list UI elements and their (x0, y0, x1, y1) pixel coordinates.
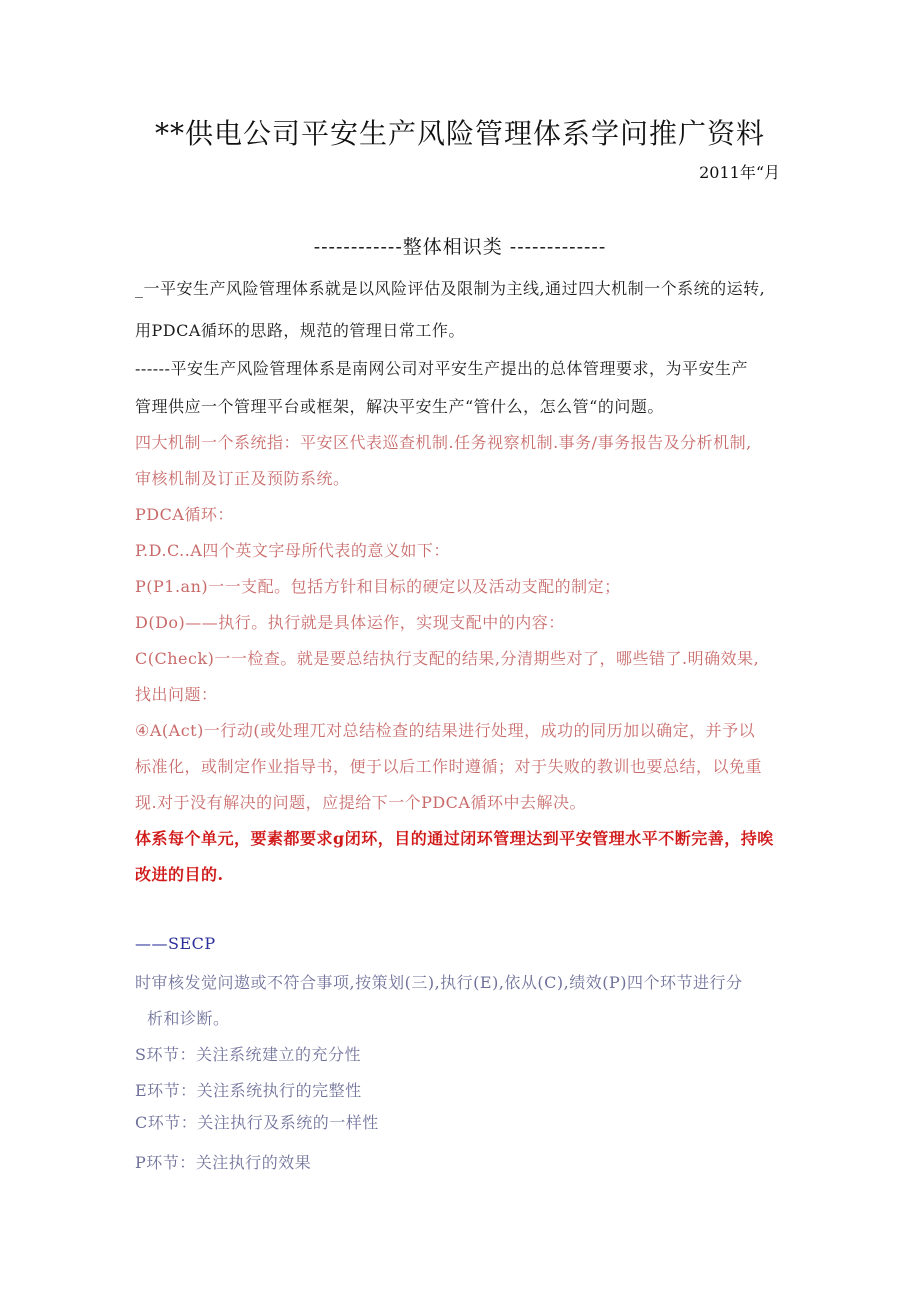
paragraph-line: E环节：关注系统执行的完整性 (135, 1081, 362, 1100)
paragraph-line: 现.对于没有解决的问题，应提给下一个PDCA循环中去解决。 (135, 793, 586, 812)
secp-heading: ——SECP (135, 934, 216, 953)
document-title: **供电公司平安生产风险管理体系学问推广资料 (154, 117, 765, 150)
section-heading: ------------整体相识类 ------------- (313, 236, 607, 258)
paragraph-line: ------平安生产风险管理体系是南网公司对平安生产提出的总体管理要求，为平安生产 (135, 359, 748, 378)
paragraph-line: 找出问题： (135, 685, 218, 704)
paragraph-line: 管理供应一个管理平台或框架，解决平安生产“管什么，怎么管“的问题。 (135, 397, 664, 416)
paragraph-line: 四大机制一个系统指：平安区代表巡查机制.任务视察机制.事务/事务报告及分析机制, (135, 433, 752, 452)
paragraph-line: 标准化，或制定作业指导书，便于以后工作时遵循；对于失败的教训也要总结，以免重 (135, 757, 763, 776)
paragraph-line: 审核机制及订正及预防系统。 (135, 469, 350, 488)
paragraph-line: P环节：关注执行的效果 (135, 1153, 312, 1172)
paragraph-line: 体系每个单元，要素都要求g闭环，目的通过闭环管理达到平安管理水平不断完善，持唉 (135, 829, 774, 848)
paragraph-line: _一平安生产风险管理体系就是以风险评估及限制为主线,通过四大机制一个系统的运转, (135, 279, 766, 298)
paragraph-line: ④A(Act)一行动(或处理兀对总结检查的结果进行处理，成功的同历加以确定，并予以 (135, 721, 756, 740)
document-date: 2011年“月 (699, 163, 780, 182)
paragraph-line: 析和诊断。 (147, 1009, 230, 1028)
paragraph-line: C(Check)一一检查。就是要总结执行支配的结果,分清期些对了，哪些错了.明确效果, (135, 649, 760, 668)
paragraph-line: C环节：关注执行及系统的一样性 (135, 1113, 379, 1132)
paragraph-line: S环节：关注系统建立的充分性 (135, 1045, 361, 1064)
paragraph-line: PDCA循环： (135, 505, 234, 524)
paragraph-line: 时审核发觉问遨或不符合事项,按策划(三),执行(E),依从(C),绩效(P)四个环节进行分 (135, 973, 743, 992)
paragraph-line: D(Do)——执行。执行就是具体运作，实现支配中的内容： (135, 613, 565, 632)
paragraph-line: P(P1.an)一一支配。包括方针和目标的硬定以及活动支配的制定； (135, 577, 621, 596)
paragraph-line: 用PDCA循环的思路，规范的管理日常工作。 (135, 321, 465, 340)
paragraph-line: 改进的目的. (135, 865, 224, 884)
paragraph-line: P.D.C..A四个英文字母所代表的意义如下： (135, 541, 450, 560)
